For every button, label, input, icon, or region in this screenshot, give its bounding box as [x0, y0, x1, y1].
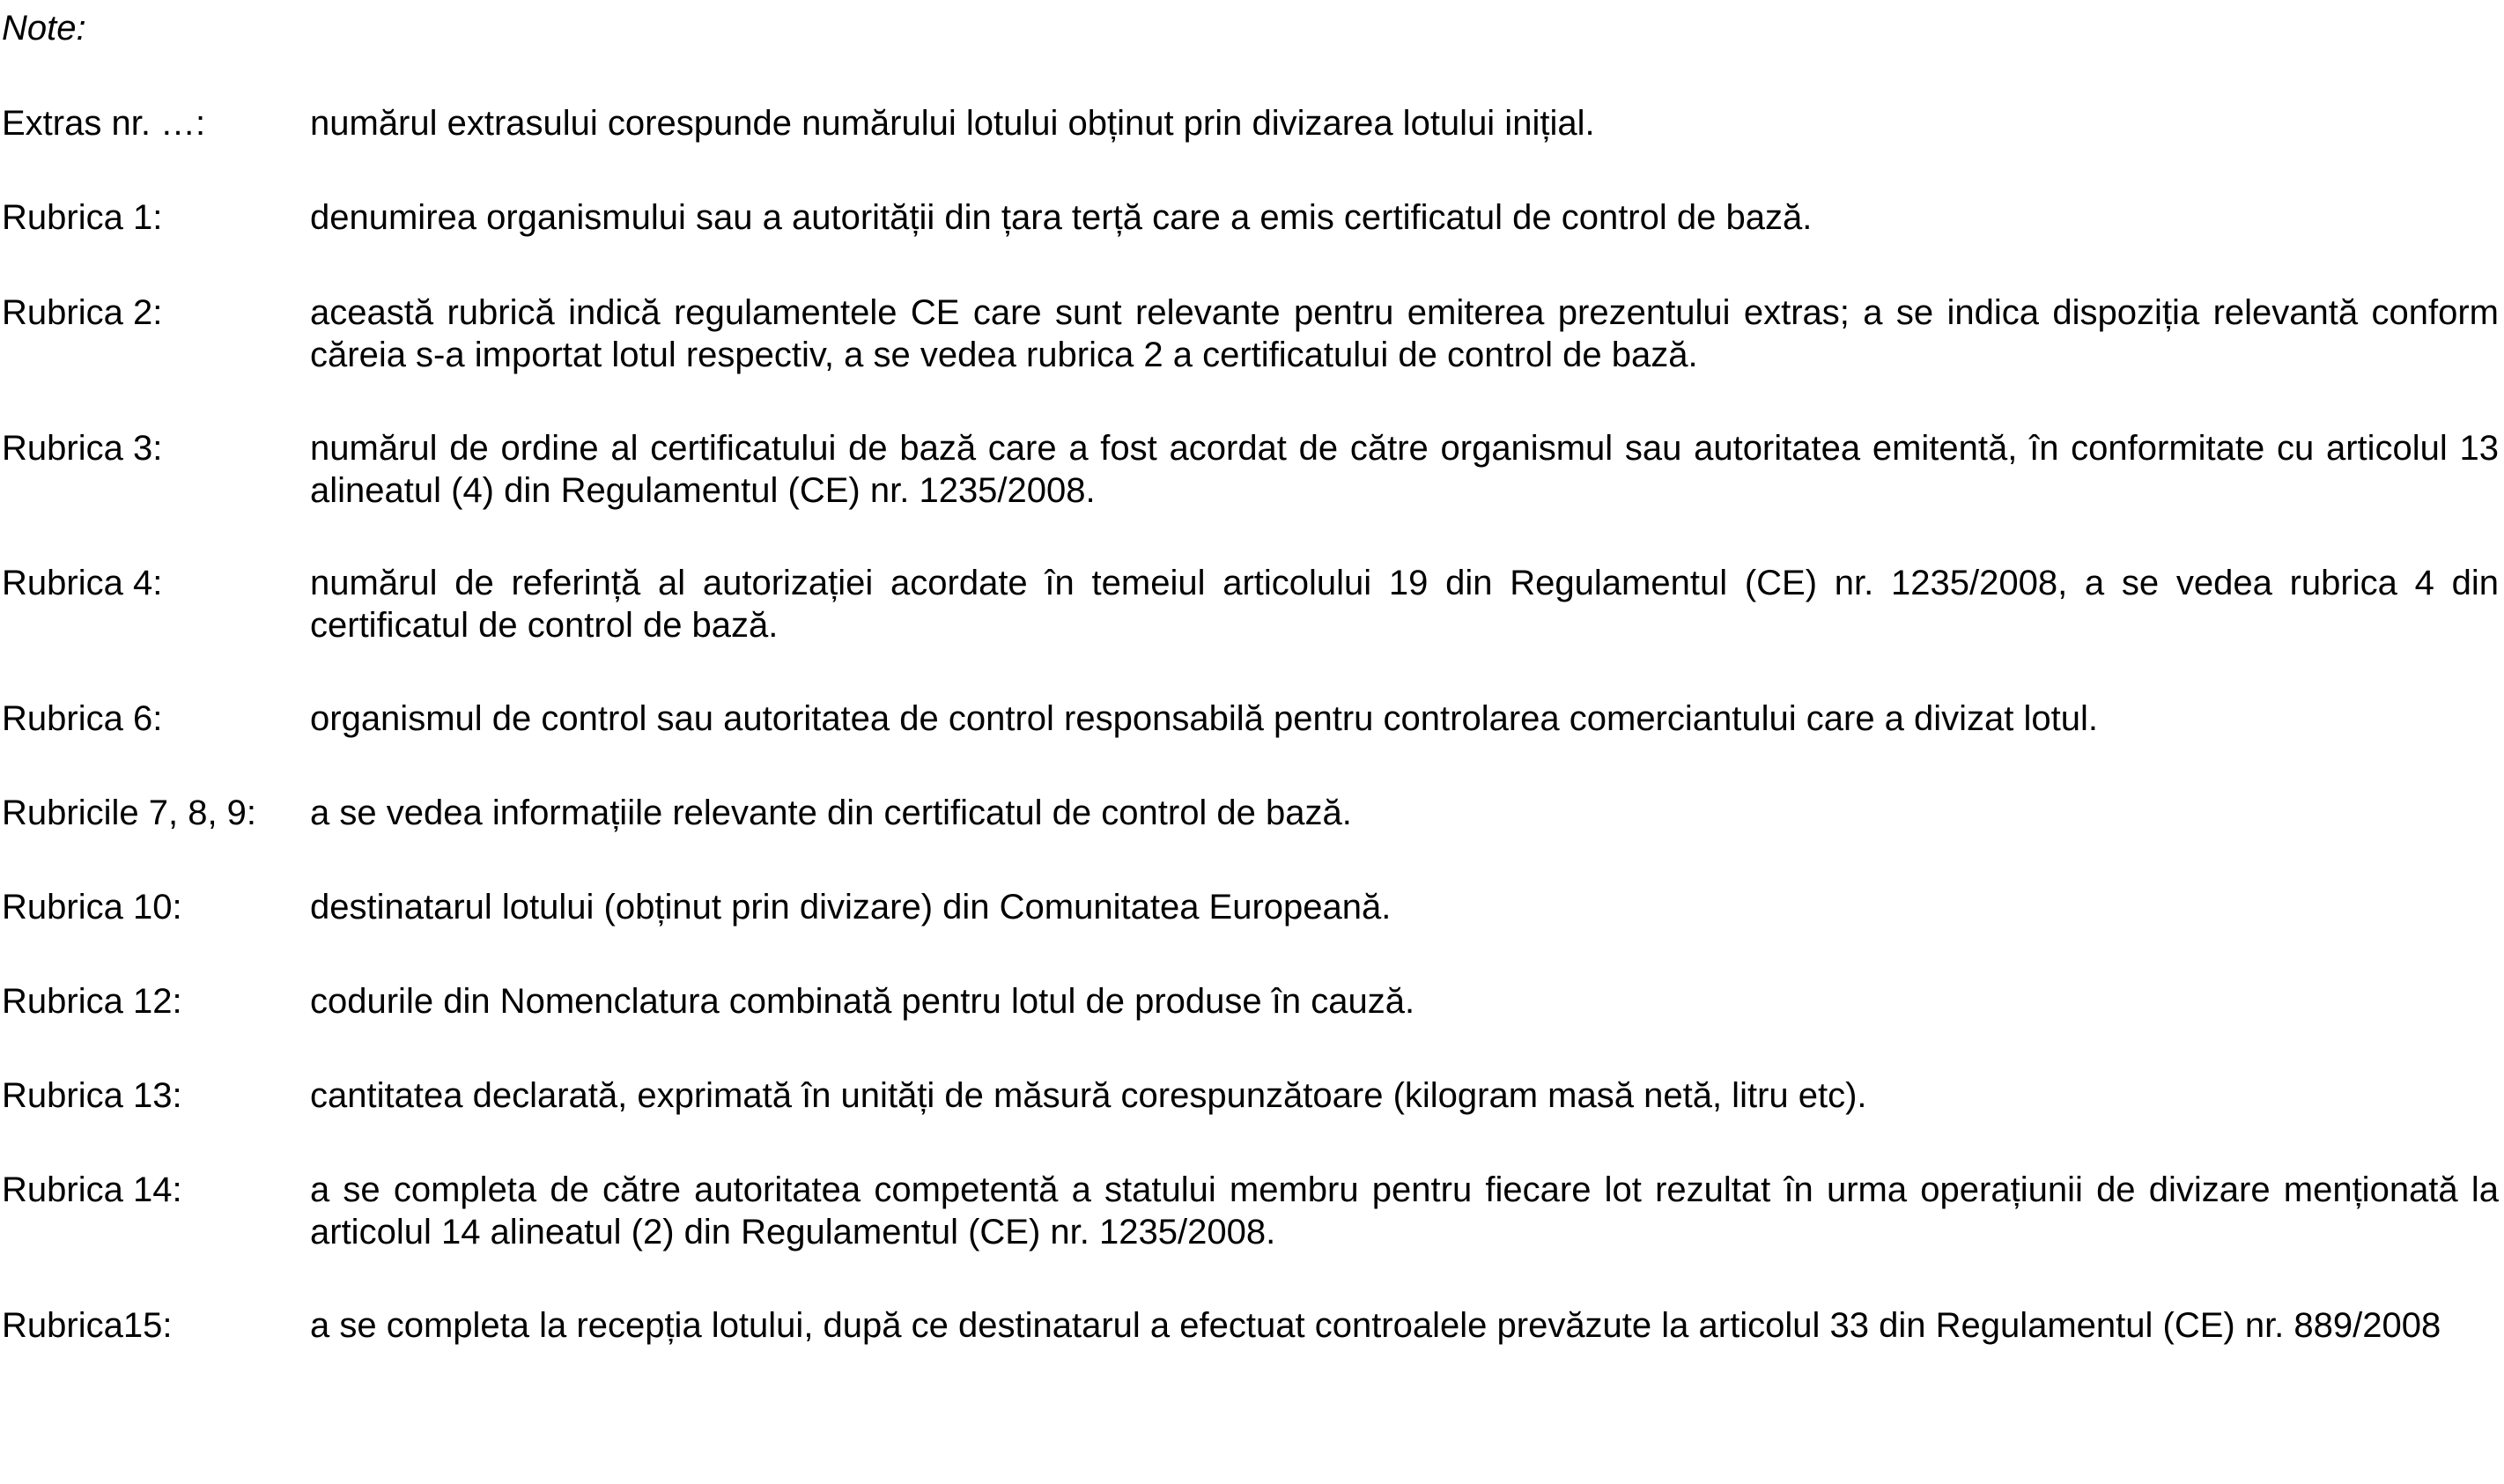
entry-text: numărul extrasului corespunde numărului lotului obținut prin divizarea lotului inițial. [310, 104, 1595, 143]
entry-label: Extras nr. …: [2, 104, 206, 143]
entry-label: Rubrica 3: [2, 429, 163, 468]
entry-label: Rubrica 2: [2, 293, 163, 332]
entry-text: a se vedea informațiile relevante din certificatul de control de bază. [310, 794, 1352, 832]
entry-label: Rubricile 7, 8, 9: [2, 794, 257, 832]
entry-label: Rubrica 10: [2, 888, 182, 927]
entry-text: cantitatea declarată, exprimată în unități de măsură corespunzătoare (kilogram masă netă, litru etc). [310, 1076, 1867, 1115]
entry-text: destinatarul lotului (obținut prin divizare) din Comunitatea Europeană. [310, 888, 1392, 927]
entry-label: Rubrica 13: [2, 1076, 182, 1115]
entry-text: denumirea organismului sau a autorității din țara terță care a emis certificatul de control de bază. [310, 198, 1813, 237]
entry-label: Rubrica 14: [2, 1170, 182, 1209]
entry-text: numărul de referință al autorizației acordate în temeiul articolului 19 din Regulamentul (CE) nr. 1235/2008, a se vedea rubrica 4 din certificatul de control de bază. [310, 564, 2499, 645]
entry-label: Rubrica15: [2, 1306, 173, 1345]
entry-text: a se completa de către autoritatea competentă a statului membru pentru fiecare lot rezultat în urma operațiunii de divizare menționată la articolul 14 alineatul (2) din Regulamentul (CE) nr. 1235/2008. [310, 1170, 2499, 1251]
note-heading: Note: [2, 9, 86, 48]
entry-label: Rubrica 6: [2, 699, 163, 738]
entry-label: Rubrica 1: [2, 198, 163, 237]
entry-label: Rubrica 4: [2, 564, 163, 602]
entry-text: această rubrică indică regulamentele CE care sunt relevante pentru emiterea prezentului extras; a se indica dispoziția relevantă conform căreia s-a importat lotul respectiv, a se vedea rubrica 2 a certificatului de control de bază. [310, 293, 2499, 374]
entry-text: codurile din Nomenclatura combinată pentru lotul de produse în cauză. [310, 982, 1415, 1021]
entry-text: organismul de control sau autoritatea de control responsabilă pentru controlarea comerciantului care a divizat lotul. [310, 699, 2099, 738]
entry-text: numărul de ordine al certificatului de bază care a fost acordat de către organismul sau autoritatea emitentă, în conformitate cu articolul 13 alineatul (4) din Regulamentul (CE) nr. 1235/2008. [310, 429, 2499, 510]
entry-label: Rubrica 12: [2, 982, 182, 1021]
entry-text: a se completa la recepția lotului, după ce destinatarul a efectuat controalele prevăzute la articolul 33 din Regulamentul (CE) nr. 889/2008 [310, 1306, 2441, 1345]
